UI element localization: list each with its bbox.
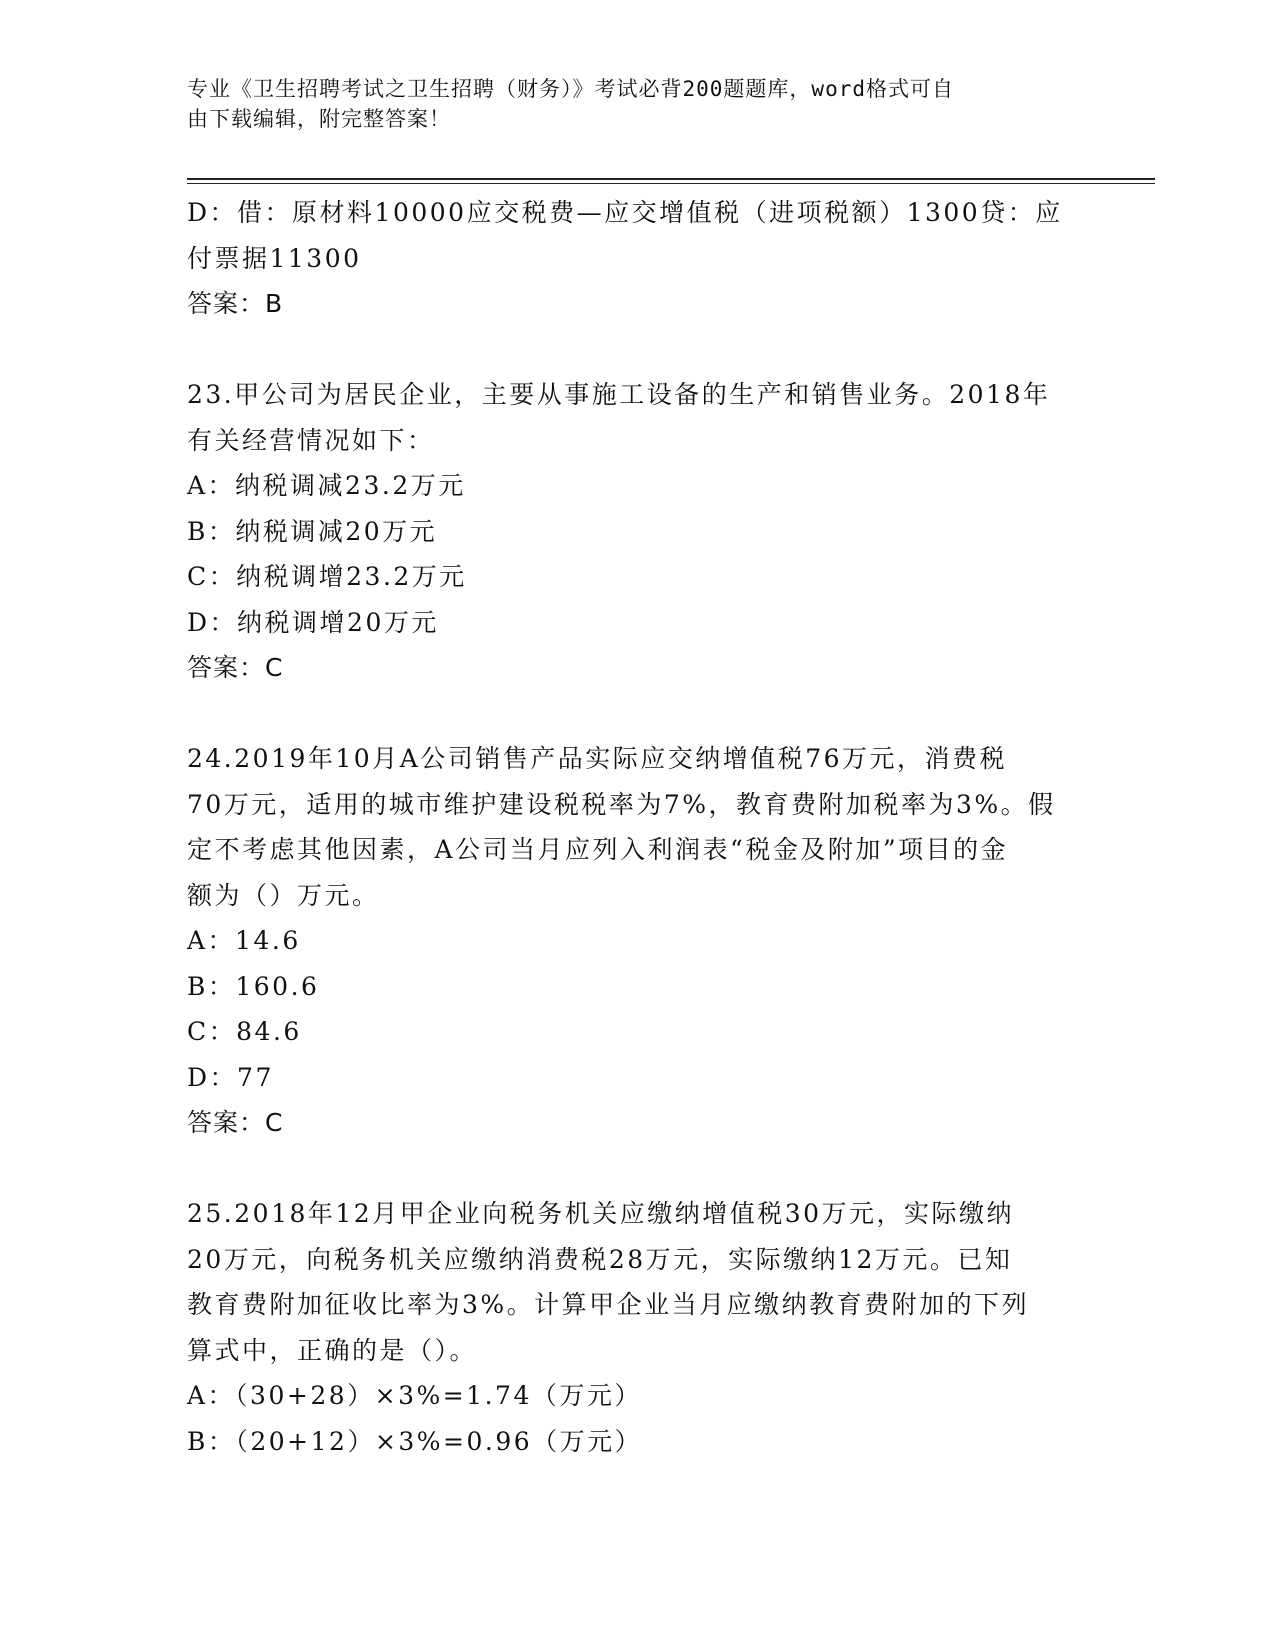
header-line-1: 专业《卫生招聘考试之卫生招聘（财务）》考试必背200题题库，word格式可自	[187, 77, 954, 101]
header-rule-thick	[187, 178, 1155, 180]
q22-answer: 答案：B	[187, 289, 284, 318]
q23-option-b: B：纳税调减20万元	[187, 516, 438, 546]
q23-option-d: D：纳税调增20万元	[187, 607, 439, 637]
spacer	[187, 327, 1087, 373]
q23-stem-line-1: 23.甲公司为居民企业，主要从事施工设备的生产和销售业务。2018年	[187, 380, 1051, 409]
q25-stem-line-3: 教育费附加征收比率为3%。计算甲企业当月应缴纳教育费附加的下列	[187, 1290, 1030, 1319]
q24-answer: 答案：C	[187, 1108, 284, 1137]
header-rule-thin	[187, 183, 1155, 184]
question-22-tail	[187, 190, 1087, 327]
question-25	[187, 1191, 1087, 1464]
question-24	[187, 736, 1087, 1146]
q25-option-b: B：（20+12）×3%=0.96（万元）	[187, 1426, 643, 1456]
q24-option-c: C：84.6	[187, 1017, 302, 1046]
q24-option-a: A：14.6	[187, 926, 301, 955]
page-header	[187, 74, 1067, 134]
q23-option-a: A：纳税调减23.2万元	[187, 471, 466, 500]
q24-stem-line-1: 24.2019年10月A公司销售产品实际应交纳增值税76万元，消费税	[187, 744, 1008, 773]
q24-stem-line-2: 70万元，适用的城市维护建设税税率为7%，教育费附加税率为3%。假	[187, 789, 1056, 819]
q22-option-d-line-1: D：借：原材料10000应交税费—应交增值税（进项税额）1300贷：应	[187, 198, 1063, 227]
q23-answer: 答案：C	[187, 653, 284, 682]
q25-stem-line-1: 25.2018年12月甲企业向税务机关应缴纳增值税30万元，实际缴纳	[187, 1199, 1015, 1228]
q22-option-d-line-2: 付票据11300	[187, 243, 362, 273]
q24-option-d: D：77	[187, 1062, 274, 1092]
q23-option-c: C：纳税调增23.2万元	[187, 562, 467, 591]
question-23	[187, 372, 1087, 691]
q25-option-a: A：（30+28）×3%=1.74（万元）	[187, 1381, 642, 1410]
q25-stem-line-4: 算式中，正确的是（）。	[187, 1335, 478, 1365]
header-line-2: 由下载编辑，附完整答案！	[187, 107, 451, 131]
q24-option-b: B：160.6	[187, 971, 320, 1001]
spacer	[187, 1146, 1087, 1192]
q24-stem-line-3: 定不考虑其他因素，A公司当月应列入利润表“税金及附加”项目的金	[187, 835, 1009, 864]
q24-stem-line-4: 额为（）万元。	[187, 880, 380, 910]
spacer	[187, 691, 1087, 737]
document-body	[187, 190, 1087, 1464]
q23-stem-line-2: 有关经营情况如下：	[187, 425, 435, 455]
q25-stem-line-2: 20万元，向税务机关应缴纳消费税28万元，实际缴纳12万元。已知	[187, 1244, 1013, 1274]
